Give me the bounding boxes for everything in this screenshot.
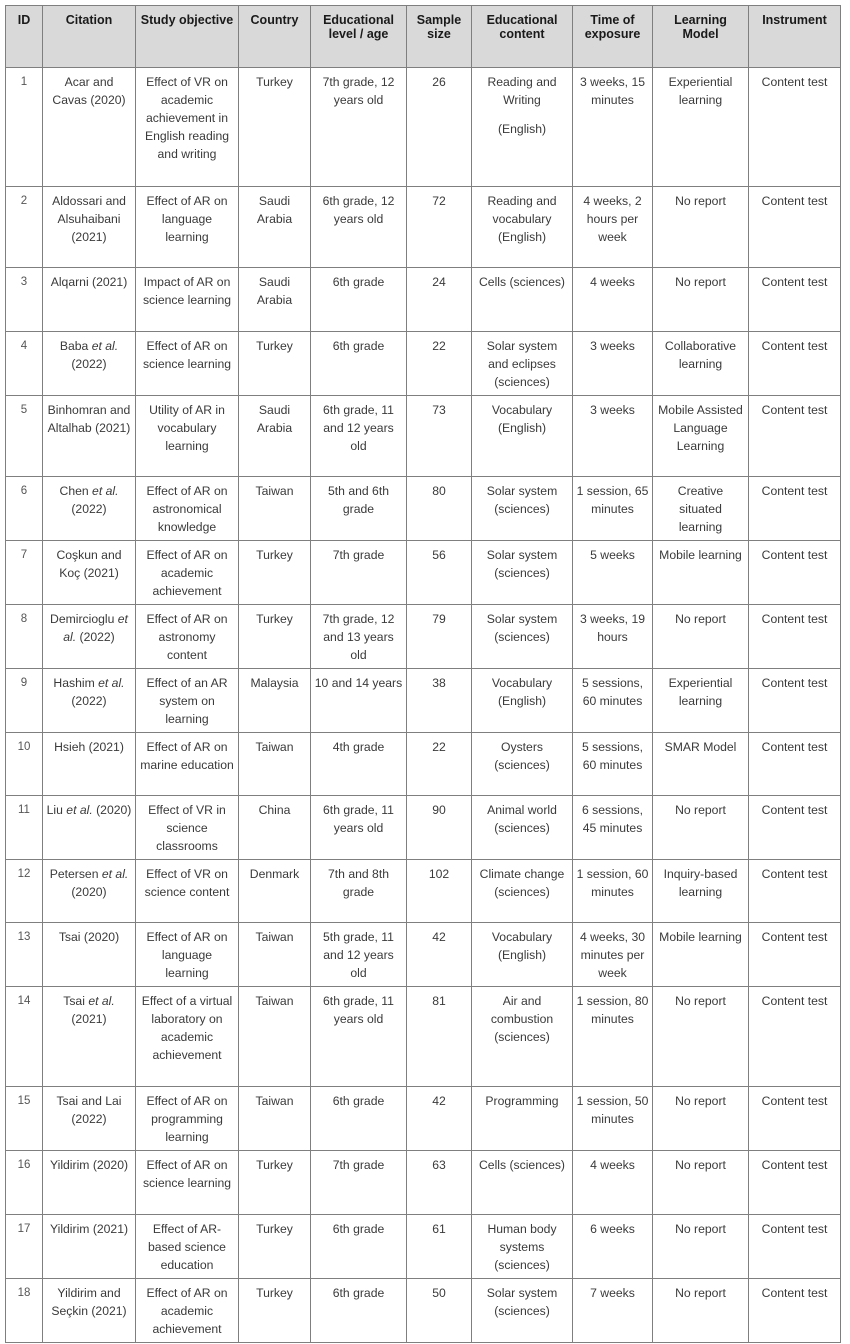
- cell-country: Saudi Arabia: [239, 187, 311, 268]
- cell-country: Turkey: [239, 1215, 311, 1279]
- cell-country: Turkey: [239, 1151, 311, 1215]
- cell-content: Air and combustion (sciences): [472, 987, 573, 1087]
- cell-time: 4 weeks, 30 minutes per week: [573, 923, 653, 987]
- cell-level: 6th grade, 11 years old: [311, 796, 407, 860]
- cell-model: Mobile Assisted Language Learning: [653, 396, 749, 477]
- cell-sample: 38: [407, 669, 472, 733]
- cell-citation: Aldossari and Alsuhaibani (2021): [43, 187, 136, 268]
- citation-et-al: et al.: [88, 994, 115, 1008]
- cell-model: Creative situated learning: [653, 477, 749, 541]
- table-row: [6, 733, 841, 796]
- citation-year: (2022): [71, 357, 107, 371]
- cell-country: Turkey: [239, 1279, 311, 1343]
- cell-objective: Effect of AR on science learning: [136, 1151, 239, 1215]
- cell-level: 6th grade, 11 years old: [311, 987, 407, 1087]
- cell-id: 12: [6, 860, 43, 923]
- header-learning-model: Learning Model: [653, 6, 749, 68]
- cell-model: SMAR Model: [653, 733, 749, 796]
- table-row: [6, 268, 841, 332]
- cell-content: Solar system and eclipses (sciences): [472, 332, 573, 396]
- citation-year: (2020): [92, 803, 132, 817]
- header-study-objective: Study objective: [136, 6, 239, 68]
- cell-sample: 102: [407, 860, 472, 923]
- citation-et-al: et al.: [98, 676, 125, 690]
- cell-level: 6th grade: [311, 268, 407, 332]
- cell-citation: Tsai (2020): [43, 923, 136, 987]
- cell-time: 5 weeks: [573, 541, 653, 605]
- cell-citation: [43, 860, 136, 923]
- cell-objective: Utility of AR in vocabulary learning: [136, 396, 239, 477]
- cell-citation: Yildirim (2020): [43, 1151, 136, 1215]
- cell-model: No report: [653, 796, 749, 860]
- citation-author: Liu: [46, 803, 67, 817]
- header-country: Country: [239, 6, 311, 68]
- cell-objective: Effect of AR on astronomical knowledge: [136, 477, 239, 541]
- cell-time: 3 weeks: [573, 332, 653, 396]
- cell-citation: [43, 987, 136, 1087]
- cell-time: 6 sessions, 45 minutes: [573, 796, 653, 860]
- header-educational-content: Educational content: [472, 6, 573, 68]
- table-row: [6, 1151, 841, 1215]
- cell-country: Taiwan: [239, 987, 311, 1087]
- cell-country: Turkey: [239, 605, 311, 669]
- table-row: [6, 669, 841, 733]
- cell-content: Climate change (sciences): [472, 860, 573, 923]
- cell-level: 5th grade, 11 and 12 years old: [311, 923, 407, 987]
- citation-author: Petersen: [49, 867, 102, 881]
- cell-id: 10: [6, 733, 43, 796]
- cell-time: 4 weeks: [573, 1151, 653, 1215]
- cell-objective: Effect of VR on science content: [136, 860, 239, 923]
- cell-model: No report: [653, 268, 749, 332]
- table-row: [6, 1215, 841, 1279]
- table-container: [5, 5, 841, 1343]
- cell-level: 6th grade: [311, 1215, 407, 1279]
- cell-model: No report: [653, 1279, 749, 1343]
- citation-year: (2021): [71, 1012, 107, 1026]
- cell-sample: 73: [407, 396, 472, 477]
- content-text: Reading and Writing: [487, 75, 557, 107]
- cell-instrument: Content test: [749, 1087, 841, 1151]
- citation-author: Baba: [59, 339, 92, 353]
- cell-instrument: Content test: [749, 477, 841, 541]
- cell-objective: Effect of VR in science classrooms: [136, 796, 239, 860]
- cell-model: Collaborative learning: [653, 332, 749, 396]
- cell-id: 6: [6, 477, 43, 541]
- cell-level: 10 and 14 years: [311, 669, 407, 733]
- cell-time: 1 session, 60 minutes: [573, 860, 653, 923]
- cell-id: 3: [6, 268, 43, 332]
- cell-content: Cells (sciences): [472, 268, 573, 332]
- cell-level: 7th grade, 12 and 13 years old: [311, 605, 407, 669]
- cell-time: 1 session, 65 minutes: [573, 477, 653, 541]
- cell-id: 4: [6, 332, 43, 396]
- cell-sample: 90: [407, 796, 472, 860]
- cell-country: Turkey: [239, 332, 311, 396]
- cell-content: Human body systems (sciences): [472, 1215, 573, 1279]
- header-sample-size: Sample size: [407, 6, 472, 68]
- cell-citation: Binhomran and Altalhab (2021): [43, 396, 136, 477]
- table-row: [6, 796, 841, 860]
- cell-level: 6th grade: [311, 332, 407, 396]
- table-row: [6, 332, 841, 396]
- cell-content: Solar system (sciences): [472, 541, 573, 605]
- cell-model: No report: [653, 1151, 749, 1215]
- cell-id: 13: [6, 923, 43, 987]
- cell-id: 16: [6, 1151, 43, 1215]
- cell-objective: Effect of AR on marine education: [136, 733, 239, 796]
- cell-id: 9: [6, 669, 43, 733]
- cell-citation: [43, 605, 136, 669]
- cell-instrument: Content test: [749, 1279, 841, 1343]
- cell-citation: Hsieh (2021): [43, 733, 136, 796]
- cell-instrument: Content test: [749, 1151, 841, 1215]
- cell-sample: 26: [407, 68, 472, 187]
- cell-objective: Effect of AR on language learning: [136, 187, 239, 268]
- cell-citation: [43, 669, 136, 733]
- cell-country: Taiwan: [239, 1087, 311, 1151]
- citation-year: (2022): [71, 502, 107, 516]
- cell-level: 6th grade, 12 years old: [311, 187, 407, 268]
- cell-level: 7th grade: [311, 541, 407, 605]
- cell-sample: 56: [407, 541, 472, 605]
- citation-year: (2022): [71, 694, 107, 708]
- citation-year: (2020): [71, 885, 107, 899]
- cell-citation: Coşkun and Koç (2021): [43, 541, 136, 605]
- cell-time: 6 weeks: [573, 1215, 653, 1279]
- cell-instrument: Content test: [749, 541, 841, 605]
- header-instrument: Instrument: [749, 6, 841, 68]
- cell-country: China: [239, 796, 311, 860]
- cell-citation: Acar and Cavas (2020): [43, 68, 136, 187]
- cell-time: 5 sessions, 60 minutes: [573, 733, 653, 796]
- cell-objective: Effect of VR on academic achievement in English reading and writing: [136, 68, 239, 187]
- cell-level: 6th grade, 11 and 12 years old: [311, 396, 407, 477]
- cell-content: Cells (sciences): [472, 1151, 573, 1215]
- cell-id: 17: [6, 1215, 43, 1279]
- cell-id: 11: [6, 796, 43, 860]
- cell-sample: 50: [407, 1279, 472, 1343]
- cell-instrument: Content test: [749, 860, 841, 923]
- cell-content: Oysters (sciences): [472, 733, 573, 796]
- header-educational-level: Educational level / age: [311, 6, 407, 68]
- table-row: [6, 477, 841, 541]
- cell-country: Saudi Arabia: [239, 268, 311, 332]
- table-row: [6, 605, 841, 669]
- cell-level: 6th grade: [311, 1087, 407, 1151]
- citation-year: (2022): [76, 630, 115, 644]
- cell-citation: Yildirim (2021): [43, 1215, 136, 1279]
- cell-instrument: Content test: [749, 796, 841, 860]
- cell-instrument: Content test: [749, 605, 841, 669]
- cell-citation: Yildirim and Seçkin (2021): [43, 1279, 136, 1343]
- cell-objective: Effect of AR on academic achievement: [136, 1279, 239, 1343]
- cell-id: 5: [6, 396, 43, 477]
- cell-content: Solar system (sciences): [472, 1279, 573, 1343]
- cell-level: 7th and 8th grade: [311, 860, 407, 923]
- cell-id: 1: [6, 68, 43, 187]
- cell-id: 7: [6, 541, 43, 605]
- header-citation: Citation: [43, 6, 136, 68]
- cell-sample: 42: [407, 923, 472, 987]
- cell-instrument: Content test: [749, 733, 841, 796]
- cell-content: Vocabulary (English): [472, 669, 573, 733]
- cell-id: 15: [6, 1087, 43, 1151]
- table-row: [6, 1087, 841, 1151]
- cell-model: Mobile learning: [653, 541, 749, 605]
- cell-objective: Effect of AR on astronomy content: [136, 605, 239, 669]
- cell-content: Reading and vocabulary (English): [472, 187, 573, 268]
- cell-time: 7 weeks: [573, 1279, 653, 1343]
- cell-content: Programming: [472, 1087, 573, 1151]
- cell-country: Taiwan: [239, 923, 311, 987]
- citation-et-al: et al.: [63, 612, 128, 644]
- cell-model: Inquiry-based learning: [653, 860, 749, 923]
- header-id: ID: [6, 6, 43, 68]
- cell-sample: 61: [407, 1215, 472, 1279]
- cell-content: Animal world (sciences): [472, 796, 573, 860]
- table-row: [6, 987, 841, 1087]
- cell-citation: [43, 796, 136, 860]
- cell-country: Turkey: [239, 68, 311, 187]
- cell-time: 1 session, 50 minutes: [573, 1087, 653, 1151]
- studies-table: [5, 5, 841, 1343]
- content-extra-text: (English): [497, 122, 547, 136]
- cell-model: No report: [653, 187, 749, 268]
- cell-country: Taiwan: [239, 733, 311, 796]
- cell-country: Saudi Arabia: [239, 396, 311, 477]
- cell-instrument: Content test: [749, 396, 841, 477]
- cell-id: 18: [6, 1279, 43, 1343]
- cell-id: 2: [6, 187, 43, 268]
- cell-content: Vocabulary (English): [472, 396, 573, 477]
- cell-instrument: Content test: [749, 987, 841, 1087]
- cell-citation: [43, 477, 136, 541]
- cell-level: 7th grade: [311, 1151, 407, 1215]
- table-row: [6, 541, 841, 605]
- cell-citation: Tsai and Lai (2022): [43, 1087, 136, 1151]
- header-row: [6, 6, 841, 68]
- cell-instrument: Content test: [749, 1215, 841, 1279]
- table-row: [6, 68, 841, 187]
- cell-sample: 72: [407, 187, 472, 268]
- cell-model: No report: [653, 1215, 749, 1279]
- cell-level: 6th grade: [311, 1279, 407, 1343]
- cell-content: [472, 68, 573, 187]
- cell-model: Experiential learning: [653, 68, 749, 187]
- header-time-of-exposure: Time of exposure: [573, 6, 653, 68]
- cell-instrument: Content test: [749, 268, 841, 332]
- cell-sample: 42: [407, 1087, 472, 1151]
- citation-et-al: et al.: [66, 803, 93, 817]
- cell-id: 8: [6, 605, 43, 669]
- cell-objective: Effect of a virtual laboratory on academic achievement: [136, 987, 239, 1087]
- cell-sample: 81: [407, 987, 472, 1087]
- cell-citation: [43, 332, 136, 396]
- cell-model: No report: [653, 987, 749, 1087]
- cell-objective: Effect of AR on science learning: [136, 332, 239, 396]
- cell-time: 3 weeks: [573, 396, 653, 477]
- citation-et-al: et al.: [101, 867, 129, 881]
- cell-citation: Alqarni (2021): [43, 268, 136, 332]
- cell-objective: Effect of AR-based science education: [136, 1215, 239, 1279]
- citation-author: Demircioglu: [50, 612, 118, 626]
- cell-instrument: Content test: [749, 187, 841, 268]
- cell-objective: Effect of AR on language learning: [136, 923, 239, 987]
- cell-sample: 24: [407, 268, 472, 332]
- cell-instrument: Content test: [749, 68, 841, 187]
- cell-level: 4th grade: [311, 733, 407, 796]
- citation-author: Chen: [59, 484, 93, 498]
- cell-instrument: Content test: [749, 923, 841, 987]
- cell-time: 4 weeks, 2 hours per week: [573, 187, 653, 268]
- cell-content: Vocabulary (English): [472, 923, 573, 987]
- cell-level: 7th grade, 12 years old: [311, 68, 407, 187]
- cell-id: 14: [6, 987, 43, 1087]
- cell-country: Denmark: [239, 860, 311, 923]
- cell-objective: Effect of AR on academic achievement: [136, 541, 239, 605]
- table-row: [6, 923, 841, 987]
- cell-sample: 22: [407, 733, 472, 796]
- table-row: [6, 860, 841, 923]
- cell-time: 3 weeks, 15 minutes: [573, 68, 653, 187]
- cell-objective: Effect of an AR system on learning: [136, 669, 239, 733]
- cell-objective: Effect of AR on programming learning: [136, 1087, 239, 1151]
- table-row: [6, 396, 841, 477]
- citation-et-al: et al.: [91, 339, 119, 353]
- cell-country: Turkey: [239, 541, 311, 605]
- cell-model: No report: [653, 1087, 749, 1151]
- citation-et-al: et al.: [92, 484, 119, 498]
- cell-time: 1 session, 80 minutes: [573, 987, 653, 1087]
- cell-sample: 80: [407, 477, 472, 541]
- cell-sample: 79: [407, 605, 472, 669]
- table-row: [6, 1279, 841, 1343]
- cell-instrument: Content test: [749, 332, 841, 396]
- table-row: [6, 187, 841, 268]
- cell-time: 5 sessions, 60 minutes: [573, 669, 653, 733]
- cell-model: Experiential learning: [653, 669, 749, 733]
- cell-sample: 63: [407, 1151, 472, 1215]
- cell-time: 4 weeks: [573, 268, 653, 332]
- cell-objective: Impact of AR on science learning: [136, 268, 239, 332]
- cell-sample: 22: [407, 332, 472, 396]
- citation-author: Tsai: [63, 994, 89, 1008]
- cell-content: Solar system (sciences): [472, 477, 573, 541]
- cell-model: No report: [653, 605, 749, 669]
- cell-content: Solar system (sciences): [472, 605, 573, 669]
- cell-country: Taiwan: [239, 477, 311, 541]
- cell-model: Mobile learning: [653, 923, 749, 987]
- citation-author: Hashim: [53, 676, 99, 690]
- cell-instrument: Content test: [749, 669, 841, 733]
- cell-level: 5th and 6th grade: [311, 477, 407, 541]
- cell-time: 3 weeks, 19 hours: [573, 605, 653, 669]
- cell-country: Malaysia: [239, 669, 311, 733]
